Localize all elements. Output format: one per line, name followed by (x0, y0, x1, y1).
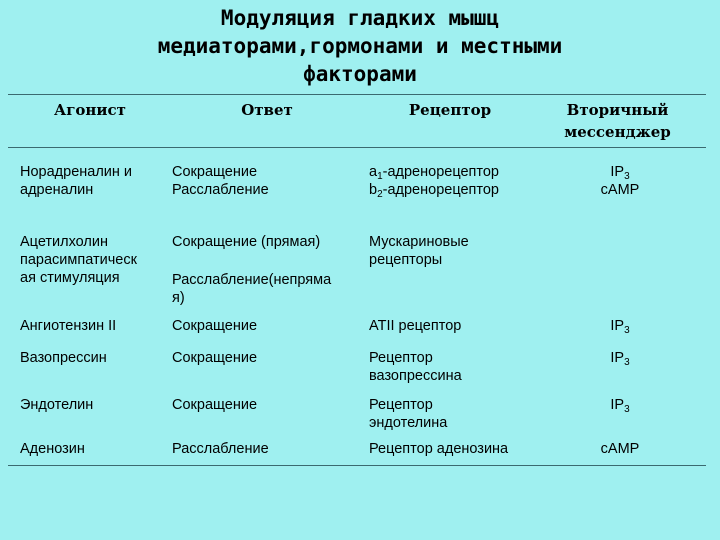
row-6-response: Расслабление (172, 441, 269, 457)
row-2-agonist (20, 233, 160, 287)
row-5-receptor-line-2: эндотелина (369, 415, 448, 431)
header-receptor: Рецептор (408, 101, 492, 119)
row-2-receptor-line-2: рецепторы (369, 252, 443, 268)
row-5-receptor (369, 396, 559, 432)
table-header-rule (8, 147, 706, 148)
row-1-messenger-line-2: cAMP (600, 182, 640, 198)
row-2-receptor-line-1: Мускариновые (369, 234, 469, 250)
row-1-messenger (570, 163, 670, 199)
row-3-receptor: ATII рецептор (369, 318, 462, 334)
header-messenger-line-1: Вторичный (566, 101, 669, 119)
row-2-response-indirect-line-2: я) (172, 290, 185, 306)
row-1-receptor-line-2: $b_2$-адренорецептор (369, 182, 499, 200)
row-5-receptor-line-1: Рецептор (369, 397, 433, 413)
row-2-receptor (369, 233, 559, 269)
row-1-response (172, 163, 362, 199)
row-1-agonist-line-1: Норадреналин и (20, 164, 133, 180)
row-1-response-line-2: Расслабление (172, 182, 269, 198)
title-line-3: факторами (303, 62, 417, 86)
row-1-receptor-line-1: $a_1$-адренорецептор (369, 164, 499, 182)
title-line-2: медиаторами,гормонами и местными (157, 34, 563, 58)
row-4-receptor-line-2: вазопрессина (369, 368, 462, 384)
row-5-response: Сокращение (172, 397, 258, 413)
row-2-agonist-line-3: ая стимуляция (20, 270, 120, 286)
row-1-messenger-line-1: $IP_3$ (610, 164, 630, 182)
header-messenger (560, 99, 675, 143)
row-2-response-indirect (172, 271, 362, 307)
table-top-rule (8, 94, 706, 95)
row-1-agonist-line-2: адреналин (20, 182, 94, 198)
row-1-response-line-1: Сокращение (172, 164, 258, 180)
row-3-response: Сокращение (172, 318, 258, 334)
row-2-agonist-line-2: парасимпатическ (20, 252, 137, 268)
row-4-messenger: $IP_3$ (610, 350, 630, 368)
header-agonist: Агонист (54, 101, 126, 119)
row-3-messenger: $IP_3$ (610, 318, 630, 336)
row-6-receptor: Рецептор аденозина (369, 441, 509, 457)
row-5-agonist: Эндотелин (20, 397, 94, 413)
row-4-agonist: Вазопрессин (20, 350, 107, 366)
row-4-receptor-line-1: Рецептор (369, 350, 433, 366)
title-line-1: Модуляция гладких мышц (220, 6, 500, 30)
row-5-messenger: $IP_3$ (610, 397, 630, 415)
row-3-agonist: Ангиотензин II (20, 318, 117, 334)
row-2-agonist-line-1: Ацетилхолин (20, 234, 108, 250)
table-bottom-rule (8, 465, 706, 466)
row-1-receptor (369, 163, 559, 199)
page-title (0, 4, 720, 88)
header-messenger-line-2: мессенджер (564, 123, 671, 141)
header-response: Ответ (241, 101, 293, 119)
row-2-response-direct: Сокращение (прямая) (172, 234, 321, 250)
row-4-response: Сокращение (172, 350, 258, 366)
row-6-agonist: Аденозин (20, 441, 85, 457)
row-4-receptor (369, 349, 559, 385)
row-2-response-indirect-line-1: Расслабление(непряма (172, 272, 332, 288)
row-6-messenger: cAMP (600, 441, 640, 457)
row-1-agonist (20, 163, 160, 199)
